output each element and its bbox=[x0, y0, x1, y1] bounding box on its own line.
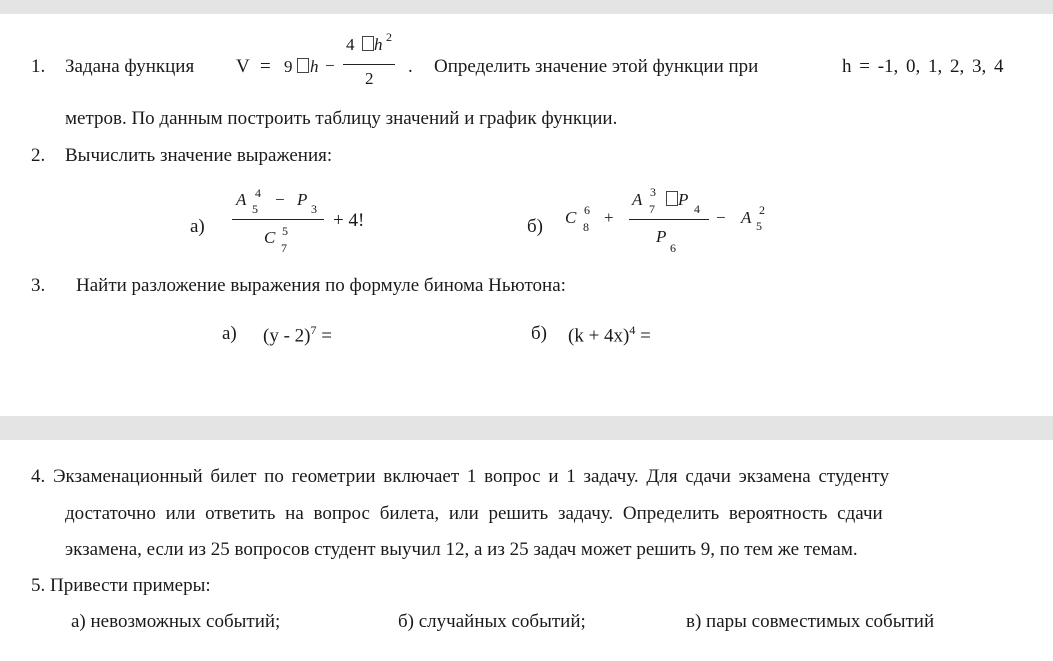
task2-a-label: а) bbox=[190, 216, 205, 237]
task1-values: h = -1, 0, 1, 2, 3, 4 bbox=[842, 56, 1004, 77]
task1-text-start: Задана функция bbox=[65, 56, 195, 77]
task3-number: 3. bbox=[31, 275, 46, 296]
task2-b-label: б) bbox=[527, 216, 543, 237]
task3-b-base: (k + 4x) bbox=[568, 325, 630, 347]
task2-a-minus: − bbox=[275, 190, 285, 209]
task3-b-label: б) bbox=[531, 323, 547, 344]
task2-b-A2: A bbox=[741, 208, 752, 227]
task2-b-minus: − bbox=[716, 208, 726, 227]
task2-b-A: A bbox=[632, 190, 643, 209]
task5-item-b: б) случайных событий; bbox=[398, 611, 586, 632]
task1-equals: = bbox=[260, 56, 271, 77]
task1-text-mid: Определить значение этой функции при bbox=[434, 56, 759, 77]
task2-b-Pd-sub: 6 bbox=[670, 241, 676, 255]
task3-b-exponent: 4 bbox=[629, 323, 636, 337]
task1-line2: метров. По данным построить таблицу значений и график функции. bbox=[65, 108, 618, 129]
task2-a-A-sup: 4 bbox=[255, 186, 261, 200]
task1-var-h: h bbox=[310, 57, 319, 76]
task3-a-expression bbox=[263, 324, 332, 345]
task3-a-equals: = bbox=[321, 325, 332, 347]
task2-b-C: C bbox=[565, 208, 577, 227]
task4-line1: 4. Экзаменационный билет по геометрии включает 1 вопрос и 1 задачу. Для сдачи экзамена студенту bbox=[31, 466, 890, 487]
task2-a-C: C bbox=[264, 228, 276, 247]
task5-heading: 5. Привести примеры: bbox=[31, 575, 211, 596]
task2-b-C-sup: 6 bbox=[584, 203, 590, 217]
fraction-bar bbox=[232, 219, 324, 220]
task1-denominator: 2 bbox=[365, 69, 374, 88]
task2-a-P: P bbox=[297, 190, 308, 209]
task5-item-c: в) пары совместимых событий bbox=[686, 611, 935, 632]
task2-b-P: P bbox=[678, 190, 689, 209]
task3-a-exponent: 7 bbox=[310, 323, 317, 337]
task3-b-equals: = bbox=[640, 325, 651, 347]
task1-var-v: V bbox=[236, 56, 250, 77]
task2-a-C-sub: 7 bbox=[281, 241, 287, 255]
task1-minus: − bbox=[325, 56, 335, 75]
task2-b-plus: + bbox=[604, 208, 614, 227]
task1-exponent-2: 2 bbox=[386, 30, 392, 44]
task2-a-A-sub: 5 bbox=[252, 202, 258, 216]
task2-b-A-sup: 3 bbox=[650, 185, 656, 199]
task3-a-base: (у - 2) bbox=[263, 325, 311, 347]
missing-glyph-box bbox=[297, 58, 309, 73]
task3-a-label: а) bbox=[222, 323, 237, 344]
task2-a-C-sup: 5 bbox=[282, 224, 288, 238]
task4-line2: достаточно или ответить на вопрос билета, или решить задачу. Определить вероятность сдачи bbox=[65, 503, 883, 524]
task4-line3: экзамена, если из 25 вопросов студент выучил 12, а из 25 задач может решить 9, по тем же темам. bbox=[65, 539, 858, 560]
task3-text: Найти разложение выражения по формуле бинома Ньютона: bbox=[76, 275, 566, 296]
task2-b-A2-sup: 2 bbox=[759, 203, 765, 217]
missing-glyph-box bbox=[362, 36, 374, 51]
worksheet-page-2 bbox=[0, 440, 1053, 661]
task1-numerator-4: 4 bbox=[346, 35, 355, 54]
task2-number: 2. bbox=[31, 145, 46, 166]
fraction-bar bbox=[629, 219, 709, 220]
task1-numerator-h: h bbox=[374, 35, 383, 54]
task2-a-A: A bbox=[236, 190, 247, 209]
task2-a-P-sub: 3 bbox=[311, 202, 317, 216]
task2-b-Pd: P bbox=[656, 227, 667, 246]
task1-period: . bbox=[408, 56, 413, 77]
task2-b-A-sub: 7 bbox=[649, 202, 655, 216]
task2-a-plus-4-factorial: + 4! bbox=[333, 210, 365, 231]
task5-item-a: а) невозможных событий; bbox=[71, 611, 281, 632]
task3-b-expression bbox=[568, 324, 651, 345]
task2-b-C-sub: 8 bbox=[583, 220, 589, 234]
task2-b-A2-sub: 5 bbox=[756, 219, 762, 233]
task2-text: Вычислить значение выражения: bbox=[65, 145, 333, 166]
worksheet-page-1 bbox=[0, 14, 1053, 416]
task1-number: 1. bbox=[31, 56, 46, 77]
task1-coef-9: 9 bbox=[284, 57, 293, 76]
task2-b-P-sub: 4 bbox=[694, 202, 700, 216]
missing-glyph-box bbox=[666, 191, 678, 206]
fraction-bar bbox=[343, 64, 395, 65]
